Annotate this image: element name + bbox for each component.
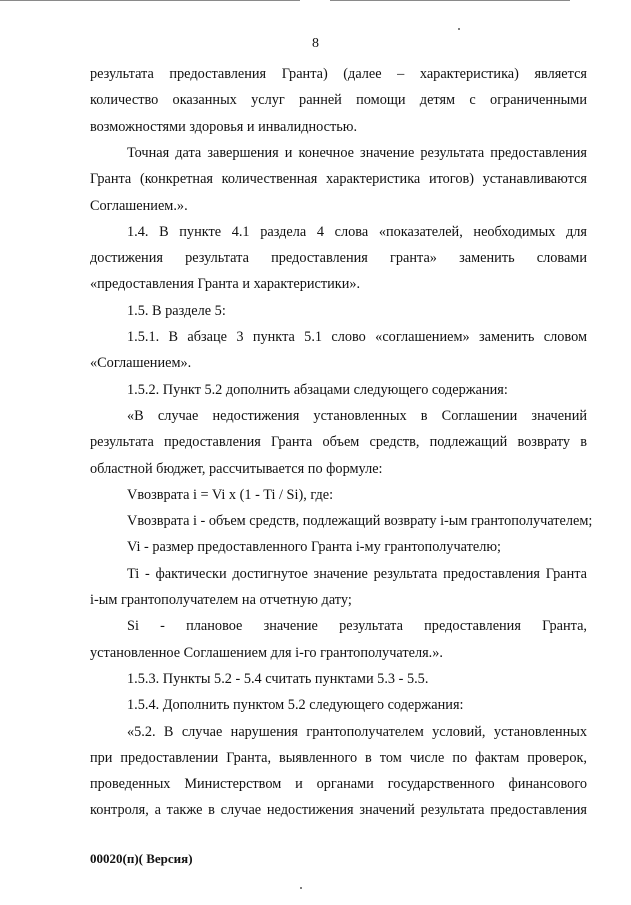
formula-definition-line: Si - плановое значение результата предоставления Гранта, [127,618,587,635]
body-line: 1.5.3. Пункты 5.2 - 5.4 считать пунктами 5.3 - 5.5. [127,670,429,687]
scan-top-edge-right [330,0,570,1]
body-line: при предоставлении Гранта, выявленного в том числе по фактам проверок, [90,749,587,766]
body-line: «5.2. В случае нарушения грантополучателем условий, установленных [127,723,587,740]
body-line: установленное Соглашением для i-го грантополучателя.». [90,644,443,661]
body-line: возможностями здоровья и инвалидностью. [90,118,358,135]
body-line: 1.5.4. Дополнить пунктом 5.2 следующего содержания: [127,697,464,714]
body-line: достижения результата предоставления гранта» заменить словами [90,250,587,267]
scan-speck [458,28,460,30]
formula-definition-line: Ti - фактически достигнутое значение результата предоставления Гранта [127,565,587,582]
formula-definition-line: Vвозврата i - объем средств, подлежащий возврату i-ым грантополучателем; [127,513,593,530]
body-line: областной бюджет, рассчитывается по формуле: [90,460,383,477]
body-line: 1.4. В пункте 4.1 раздела 4 слова «показателей, необходимых для [127,223,587,240]
body-line: количество оказанных услуг ранней помощи детям с ограниченными [90,92,587,109]
formula-line: Vвозврата i = Vi x (1 - Ti / Si), где: [127,486,334,503]
body-line: проведенных Министерством и органами государственного финансового [90,776,587,793]
body-line: i-ым грантополучателем на отчетную дату; [90,592,352,608]
body-line: «Соглашением». [90,355,192,372]
body-line: Точная дата завершения и конечное значение результата предоставления [127,144,587,161]
body-line: 1.5.1. В абзаце 3 пункта 5.1 слово «соглашением» заменить словом [127,329,587,345]
body-line: результата предоставления Гранта объем средств, подлежащий возврату в [90,434,587,451]
document-footer-code: 00020(п)( Версия) [90,851,193,866]
body-line: «предоставления Гранта и характеристики». [90,276,361,293]
body-line: Соглашением.». [90,197,188,214]
formula-definition-line: Vi - размер предоставленного Гранта i-му грантополучателю; [127,539,501,556]
body-line: результата предоставления Гранта) (далее – характеристика) является [90,66,587,82]
body-line: контроля, а также в случае недостижения значений результата предоставления [90,802,587,819]
scan-speck [300,887,302,889]
body-line: «В случае недостижения установленных в Соглашении значений [127,407,587,424]
page-number: 8 [312,36,319,51]
scan-top-edge-left [0,0,300,1]
body-line: 1.5. В разделе 5: [127,302,226,319]
body-line: Гранта (конкретная количественная характеристика итогов) устанавливаются [90,171,587,188]
body-line: 1.5.2. Пункт 5.2 дополнить абзацами следующего содержания: [127,381,508,398]
